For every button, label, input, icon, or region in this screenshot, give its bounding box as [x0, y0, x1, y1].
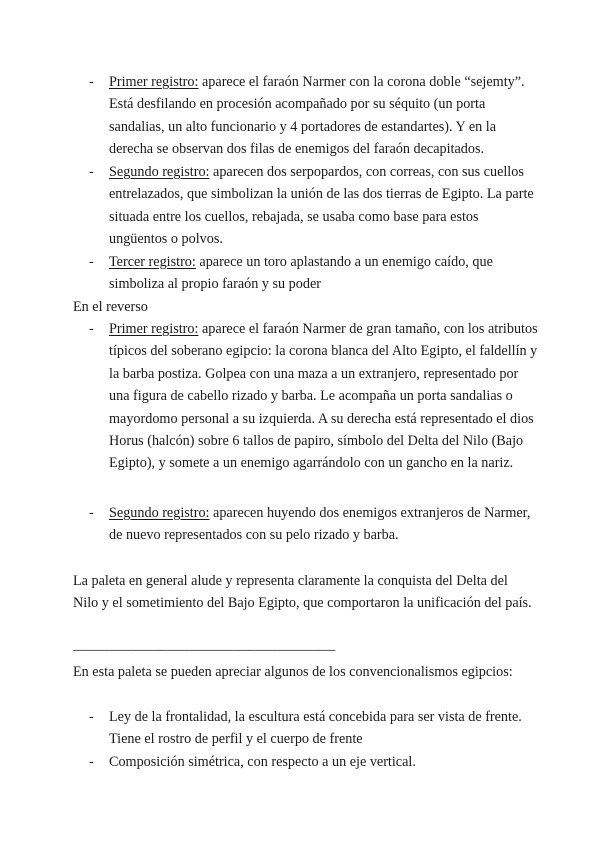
- register-label: Tercer registro:: [109, 254, 196, 270]
- list-item-convention-frontality: [89, 706, 539, 751]
- list-item-convention-symmetry: [89, 751, 539, 773]
- reverse-heading: En el reverso: [73, 299, 148, 315]
- list-item-obverse-second-register: [89, 161, 539, 251]
- register-label: Primer registro:: [109, 74, 199, 90]
- list-item-reverse-first-register: [89, 318, 539, 475]
- list-item-obverse-third-register: [89, 251, 539, 296]
- convention-text: Ley de la frontalidad, la escultura está concebida para ser vista de frente. Tiene el rostro de perfil y el cuerpo de frente: [109, 709, 522, 748]
- register-label: Segundo registro:: [109, 164, 210, 180]
- list-dash: -: [89, 254, 94, 270]
- list-dash: -: [89, 74, 94, 90]
- list-dash: -: [89, 754, 94, 770]
- register-text: aparece el faraón Narmer con la corona doble “sejemty”. Está desfilando en procesión acompañado por su séquito (un porta sandalias, un alto funcionario y 4 portadores de estandartes). Y en la derecha se observan dos filas de enemigos del faraón decapitados.: [109, 74, 525, 158]
- list-item-obverse-first-register: [89, 71, 539, 161]
- conventions-intro: En esta paleta se pueden apreciar algunos de los convencionalismos egipcios:: [73, 664, 513, 680]
- register-label: Primer registro:: [109, 321, 199, 337]
- list-item-reverse-second-register: [89, 502, 539, 547]
- register-text: aparecen dos serpopardos, con correas, con sus cuellos entrelazados, que simbolizan la unión de las dos tierras de Egipto. La parte situada entre los cuellos, rebajada, se usaba como base para estos ungüentos o polvos.: [109, 164, 534, 248]
- separator-line: ____________________________________: [73, 637, 336, 653]
- convention-text: Composición simétrica, con respecto a un eje vertical.: [109, 754, 416, 770]
- list-dash: -: [89, 321, 94, 337]
- register-text: aparece un toro aplastando a un enemigo caído, que simboliza al propio faraón y su poder: [109, 254, 493, 293]
- list-dash: -: [89, 709, 94, 725]
- list-dash: -: [89, 505, 94, 521]
- list-dash: -: [89, 164, 94, 180]
- register-label: Segundo registro:: [109, 505, 210, 521]
- register-text: aparece el faraón Narmer de gran tamaño, con los atributos típicos del soberano egipcio: la corona blanca del Alto Egipto, el faldellín y la barba postiza. Golpea con una maza a un extranjero, representado por una figura de cabello rizado y barba. Le acompaña un porta sandalias o mayordomo personal a su izquierda. A su derecha está representado el dios Horus (halcón) sobre 6 tallos de papiro, símbolo del Delta del Nilo (Bajo Egipto), y somete a un enemigo agarrándolo con un gancho en la nariz.: [109, 321, 538, 472]
- conclusion-paragraph: La paleta en general alude y representa claramente la conquista del Delta del Nilo y el sometimiento del Bajo Egipto, que comportaron la unificación del país.: [73, 573, 532, 612]
- register-text: aparecen huyendo dos enemigos extranjeros de Narmer, de nuevo representados con su pelo rizado y barba.: [109, 505, 531, 544]
